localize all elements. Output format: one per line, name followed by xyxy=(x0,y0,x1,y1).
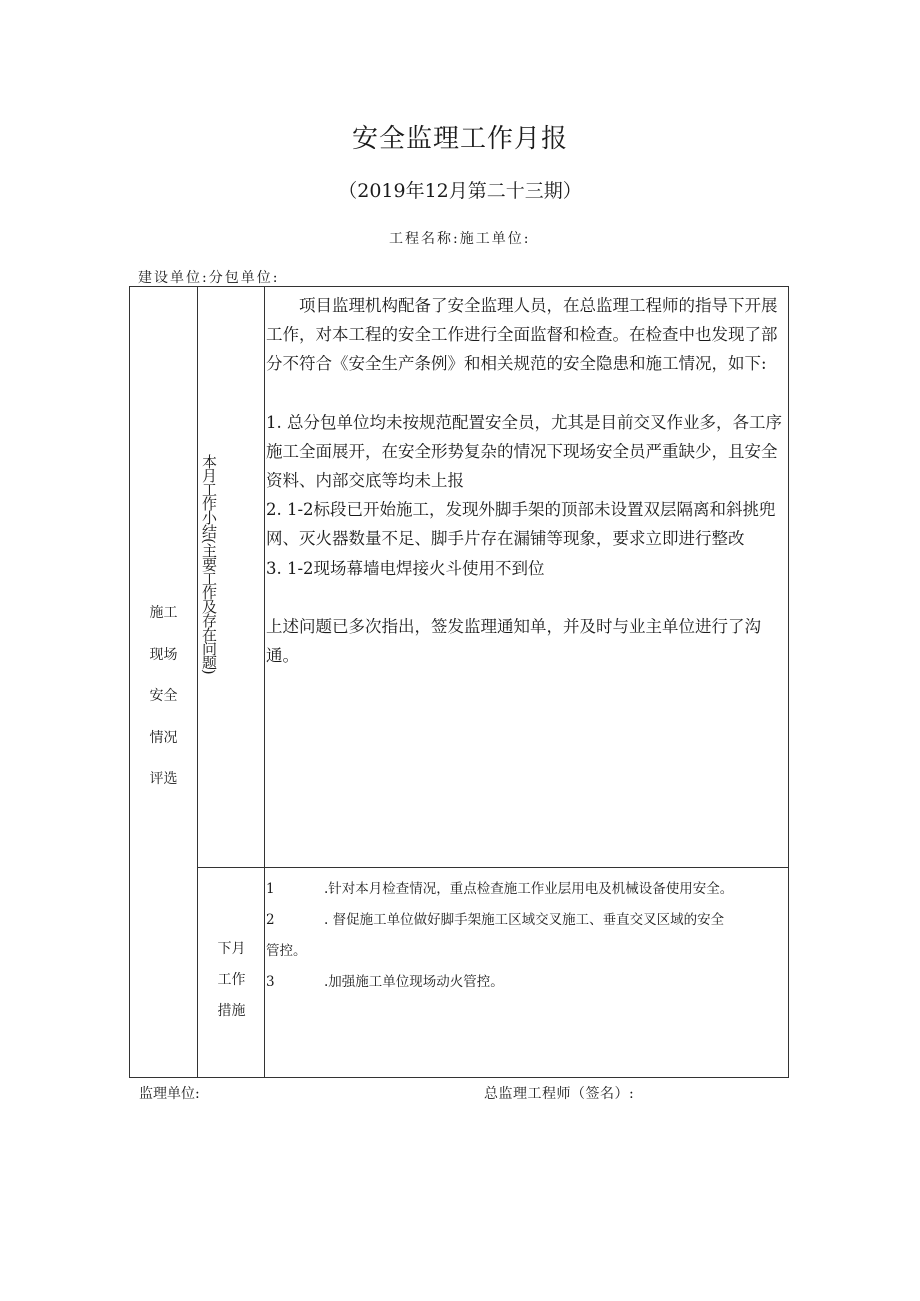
safety-report-table xyxy=(129,286,789,1078)
monthly-summary-content xyxy=(266,291,788,670)
summary-item: 3. 1-2现场幕墙电焊接火斗使用不到位 xyxy=(266,558,545,578)
report-issue: （2019年12月第二十三期） xyxy=(338,180,582,202)
measure-number: 3 xyxy=(266,974,275,990)
measure-number: 1 xyxy=(266,881,275,897)
summary-item: 1. 总分包单位均未按规范配置安全员，尤其是目前交叉作业多，各工序施工全面展开，在安全形势复杂的情况下现场安全员严重缺少，且安全资料、内部交底等均未上报 xyxy=(266,412,782,491)
site-safety-label-line: 情况 xyxy=(149,729,178,746)
measure-text: . 督促施工单位做好脚手架施工区域交叉施工、垂直交叉区域的安全 xyxy=(324,912,725,928)
site-safety-label-line: 评选 xyxy=(149,771,178,787)
chief-engineer-signature-label: 总监理工程师（签名）: xyxy=(484,1086,635,1102)
report-title: 安全监理工作月报 xyxy=(351,124,568,154)
site-safety-label-line: 安全 xyxy=(149,688,178,704)
summary-conclusion: 上述问题已多次指出，签发监理通知单，并及时与业主单位进行了沟通。 xyxy=(266,616,761,666)
summary-item: 2. 1-2标段已开始施工，发现外脚手架的顶部未设置双层隔离和斜挑兜网、灭火器数量不足、脚手片存在漏铺等现象，要求立即进行整改 xyxy=(266,500,776,549)
measure-item xyxy=(266,905,788,936)
monthly-summary-label: 本月工作小结(主要工作及存在问题) xyxy=(200,454,218,674)
next-label-line: 下月 xyxy=(217,941,246,957)
measure-number: 2 xyxy=(266,912,275,928)
client-unit-line: 建设单位:分包单位: xyxy=(138,270,280,286)
summary-intro: 项目监理机构配备了安全监理人员，在总监理工程师的指导下开展工作，对本工程的安全工作进行全面监督和检查。在检查中也发现了部分不符合《安全生产条例》和相关规范的安全隐患和施工情况，如下: xyxy=(266,296,778,374)
measure-item xyxy=(266,874,788,905)
site-safety-label-line: 施工 xyxy=(149,605,178,621)
site-safety-label-line: 现场 xyxy=(149,646,178,663)
measure-text: .针对本月检查情况，重点检查施工作业层用电及机械设备使用安全。 xyxy=(324,881,734,897)
row-divider xyxy=(197,867,788,868)
measure-text-continued: 管控。 xyxy=(266,943,307,959)
next-month-measures-label xyxy=(198,934,265,1027)
next-month-measures xyxy=(266,874,788,998)
site-safety-label xyxy=(130,593,197,801)
supervisor-unit-label: 监理单位: xyxy=(139,1086,200,1102)
measure-text: .加强施工单位现场动火管控。 xyxy=(324,974,504,990)
measure-item xyxy=(266,967,788,998)
next-label-line: 措施 xyxy=(217,1003,246,1019)
project-name-line: 工程名称:施工单位: xyxy=(389,231,531,247)
next-label-line: 工作 xyxy=(217,972,246,988)
